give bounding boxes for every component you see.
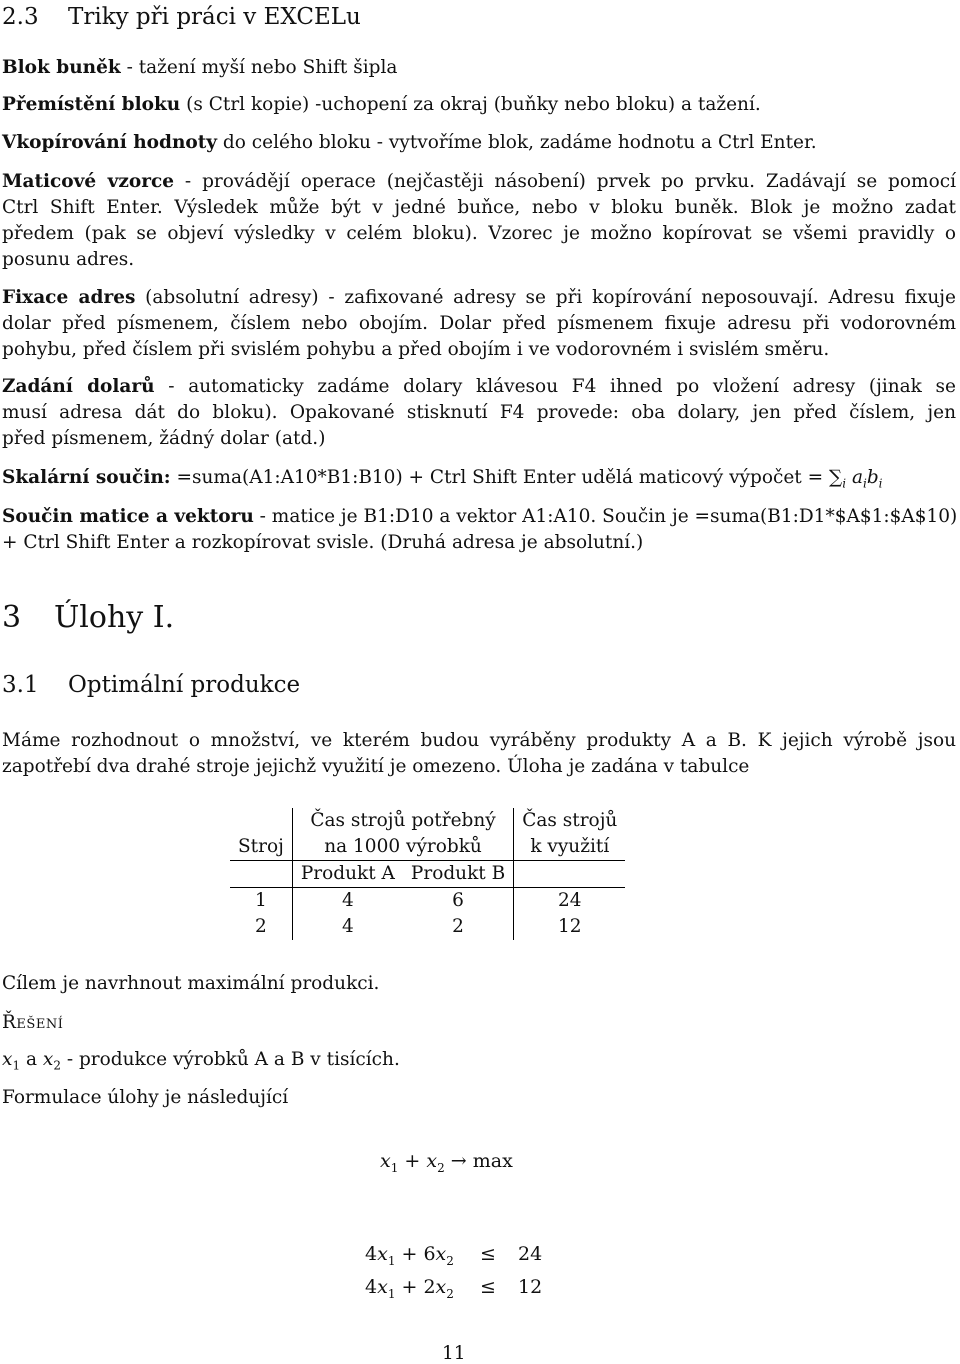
table-row [230, 888, 625, 915]
table-header: Čas strojů [514, 808, 626, 834]
line: předem (pak se objeví výsledky v celém bloku). Vzorec je možno kopírovat se všemi pravidly o [2, 223, 956, 244]
line: musí adresa dát do bloku). Opakované stisknutí F4 provede: oba dolary, jen před číslem, jen [2, 402, 956, 423]
coef: 4 [365, 1276, 378, 1298]
paragraph-soucin-matice [2, 504, 956, 556]
text: a [20, 1049, 43, 1070]
table-cell: 12 [514, 914, 626, 940]
text: max [472, 1150, 513, 1172]
operator: + 6 [395, 1243, 436, 1265]
objective-function [380, 1150, 513, 1175]
subscript: 1 [387, 1253, 396, 1268]
table-header-row [230, 834, 625, 861]
line: Ctrl Shift Enter. Výsledek může být v jedné buňce, nebo v bloku buněk. Blok je možno zadat [2, 197, 956, 218]
table-header: Produkt A [292, 861, 403, 888]
paragraph-blok [2, 55, 956, 81]
var: x [380, 1150, 391, 1172]
line-text: - matice je B1:D10 a vektor A1:A10. Součin je =suma(B1:D1*$A$1:$A$10) [253, 506, 958, 527]
paragraph-vkopirovani [2, 130, 956, 156]
line: Máme rozhodnout o množství, ve kterém budou vyráběny produkty A a B. K jejich výrobě jsou [2, 730, 956, 751]
subscript: 2 [446, 1286, 454, 1301]
term: Blok buněk [2, 57, 121, 78]
paragraph-premisteni [2, 92, 956, 118]
sigma-symbol: ∑ [828, 467, 843, 488]
le-symbol: ≤ [480, 1243, 496, 1265]
table-header: na 1000 výrobků [292, 834, 513, 861]
subscript: 1 [387, 1286, 396, 1301]
arrow-icon: → [444, 1150, 473, 1172]
paragraph-text: - tažení myší nebo Shift šipla [120, 57, 398, 78]
table-cell [230, 861, 292, 888]
index: i [842, 476, 847, 491]
index: i [878, 476, 883, 491]
subscript: 2 [437, 1160, 445, 1175]
paragraph-text: (s Ctrl kopie) -uchopení za okraj (buňky nebo bloku) a tažení. [180, 94, 761, 115]
sum-formula [828, 467, 883, 491]
term: Zadání dolarů [2, 376, 155, 397]
operator: + [398, 1150, 427, 1172]
subscript: 1 [12, 1058, 21, 1073]
subsection-number: 3.1 [2, 672, 39, 698]
formulation-text: Formulace úlohy je následující [2, 1087, 289, 1108]
page-number: 11 [442, 1343, 466, 1364]
line-text: - automaticky zadáme dolary klávesou F4 ihned po vložení adresy (jinak se [154, 376, 956, 397]
chapter-title: Úlohy I. [54, 600, 175, 635]
line [2, 374, 956, 400]
le-symbol: ≤ [480, 1276, 496, 1298]
subscript: 1 [390, 1160, 399, 1175]
table-cell: 6 [452, 890, 464, 911]
constraint-1 [365, 1243, 454, 1268]
line: zapotřebí dva drahé stroje jejichž využití je omezeno. Úloha je zadána v tabulce [2, 756, 750, 777]
var: x [2, 1049, 13, 1070]
subsection-heading [2, 672, 300, 698]
table-cell: 4 [292, 888, 403, 915]
goal-text: Cílem je navrhnout maximální produkci. [2, 973, 380, 994]
constraint-2 [365, 1276, 454, 1301]
table-header: Čas strojů potřebný [292, 808, 513, 834]
paragraph-maticove [2, 169, 956, 273]
paragraph-text: do celého bloku - vytvoříme blok, zadáme hodnotu a Ctrl Enter. [217, 132, 817, 153]
constraint-rhs: 12 [518, 1276, 543, 1298]
subscript: 2 [446, 1253, 454, 1268]
var: x [426, 1150, 438, 1172]
chapter-heading [2, 600, 174, 635]
chapter-number: 3 [2, 600, 22, 635]
var: x [377, 1276, 388, 1298]
table-cell: 1 [255, 890, 267, 911]
table-header [230, 808, 292, 834]
term: Fixace adres [2, 287, 136, 308]
term: Skalární součin: [2, 467, 171, 488]
table-cell: 2 [452, 916, 464, 937]
index: i [862, 476, 867, 491]
paragraph-skalarni-soucin [2, 465, 956, 497]
line: pohybu, před číslem při svislém pohybu a před obojím i ve vodorovném i svislém směru. [2, 339, 830, 360]
table-header-row [230, 861, 625, 888]
var: x [42, 1049, 54, 1070]
term: Součin matice a vektoru [2, 506, 254, 527]
var: x [435, 1243, 447, 1265]
constraint-rhs: 24 [518, 1243, 543, 1265]
variables-definition [2, 1047, 956, 1079]
var: b [866, 467, 879, 488]
term: Přemístění bloku [2, 94, 181, 115]
subscript: 2 [53, 1058, 61, 1073]
table-header-row [230, 808, 625, 834]
line [2, 504, 956, 530]
line: posunu adres. [2, 249, 135, 270]
paragraph-text: =suma(A1:A10*B1:B10) + Ctrl Shift Enter udělá maticový výpočet = [170, 467, 829, 488]
intro-paragraph [2, 728, 956, 780]
table-cell [514, 861, 626, 888]
var: x [377, 1243, 388, 1265]
line [2, 169, 956, 195]
solution-label: Řešení [2, 1012, 64, 1033]
subsection-title: Optimální produkce [68, 672, 301, 698]
table-header: k využití [514, 834, 626, 861]
table-cell: 2 [255, 916, 267, 937]
var: x [435, 1276, 447, 1298]
section-title: Triky při práci v EXCELu [68, 4, 361, 30]
text: - produkce výrobků A a B v tisících. [60, 1049, 400, 1070]
line: dolar před písmenem, číslem nebo obojím. Dolar před písmenem fixuje adresu při vodorovném [2, 313, 956, 334]
term: Maticové vzorce [2, 171, 175, 192]
line: před písmenem, žádný dolar (atd.) [2, 428, 326, 449]
table-cell: 24 [514, 888, 626, 915]
paragraph-fixace [2, 285, 956, 363]
line-text: - provádějí operace (nejčastěji násobení) prvek po prvku. Zadávají se pomocí [174, 171, 956, 192]
section-heading [2, 4, 361, 30]
machine-time-table [230, 808, 625, 940]
operator: + 2 [395, 1276, 436, 1298]
var: a [851, 467, 863, 488]
table-cell: 4 [292, 914, 403, 940]
table-row [230, 914, 625, 940]
paragraph-zadani-dolaru [2, 374, 956, 452]
table-header: Produkt B [410, 863, 506, 884]
coef: 4 [365, 1243, 378, 1265]
table-header: Stroj [238, 836, 284, 857]
line: + Ctrl Shift Enter a rozkopírovat svisle. (Druhá adresa je absolutní.) [2, 532, 644, 553]
section-number: 2.3 [2, 4, 39, 30]
line-text: (absolutní adresy) - zafixované adresy se při kopírování neposouvají. Adresu fixuje [135, 287, 956, 308]
term: Vkopírování hodnoty [2, 132, 218, 153]
line [2, 285, 956, 311]
